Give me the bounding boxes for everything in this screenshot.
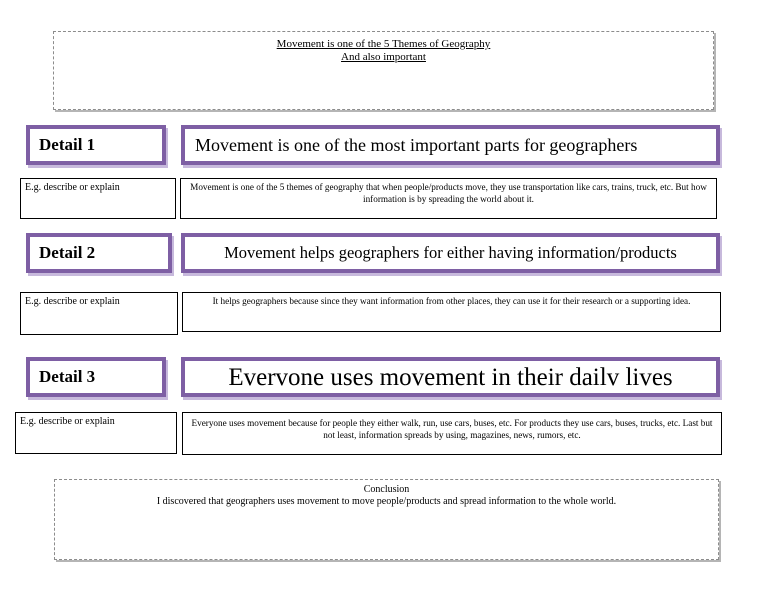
detail-2-text: It helps geographers because since they want information from other places, they can use it for their research or a supporting idea. [212, 296, 691, 306]
detail-2-label-box [26, 233, 172, 273]
detail-1-heading: Movement is one of the most important parts for geographers [195, 134, 638, 155]
detail-1-label: Detail 1 [39, 135, 96, 154]
detail-1-heading-box [181, 125, 720, 165]
detail-3-heading: Evervone uses movement in their dailv lives [228, 364, 673, 391]
detail-2-heading: Movement helps geographers for either having information/products [224, 243, 677, 262]
detail-2-prompt-box [20, 292, 178, 335]
title-box [53, 31, 714, 110]
detail-1-prompt-box [20, 178, 176, 219]
detail-1-prompt: E.g. describe or explain [25, 182, 120, 193]
detail-1-text-box [180, 178, 717, 219]
detail-2-prompt: E.g. describe or explain [25, 296, 120, 307]
detail-1-text: Movement is one of the 5 themes of geography that when people/products move, they use transportation like cars, trains, truck, etc. But how information is by spreading the world about it. [190, 182, 707, 204]
detail-3-label: Detail 3 [39, 367, 96, 386]
detail-1-label-box [26, 125, 166, 165]
title-line-2: And also important [341, 51, 426, 63]
conclusion-text: I discovered that geographers uses movement to move people/products and spread information to the whole world. [156, 496, 617, 507]
detail-3-prompt-box [15, 412, 177, 454]
detail-3-prompt: E.g. describe or explain [20, 416, 115, 427]
detail-2-label: Detail 2 [39, 243, 96, 262]
title-line-1: Movement is one of the 5 Themes of Geography [276, 38, 491, 50]
detail-3-heading-box [181, 357, 720, 397]
detail-3-text: Everyone uses movement because for people they either walk, run, use cars, buses, etc. For products they use cars, buses, trucks, etc. Last but not least, information spreads by using, magazines, news, rumors, etc. [191, 418, 713, 440]
detail-3-text-box [182, 412, 722, 455]
detail-3-label-box [26, 357, 166, 397]
detail-2-text-box [182, 292, 721, 332]
detail-2-heading-box [181, 233, 720, 273]
conclusion-title: Conclusion [363, 484, 410, 495]
conclusion-box [54, 479, 719, 560]
